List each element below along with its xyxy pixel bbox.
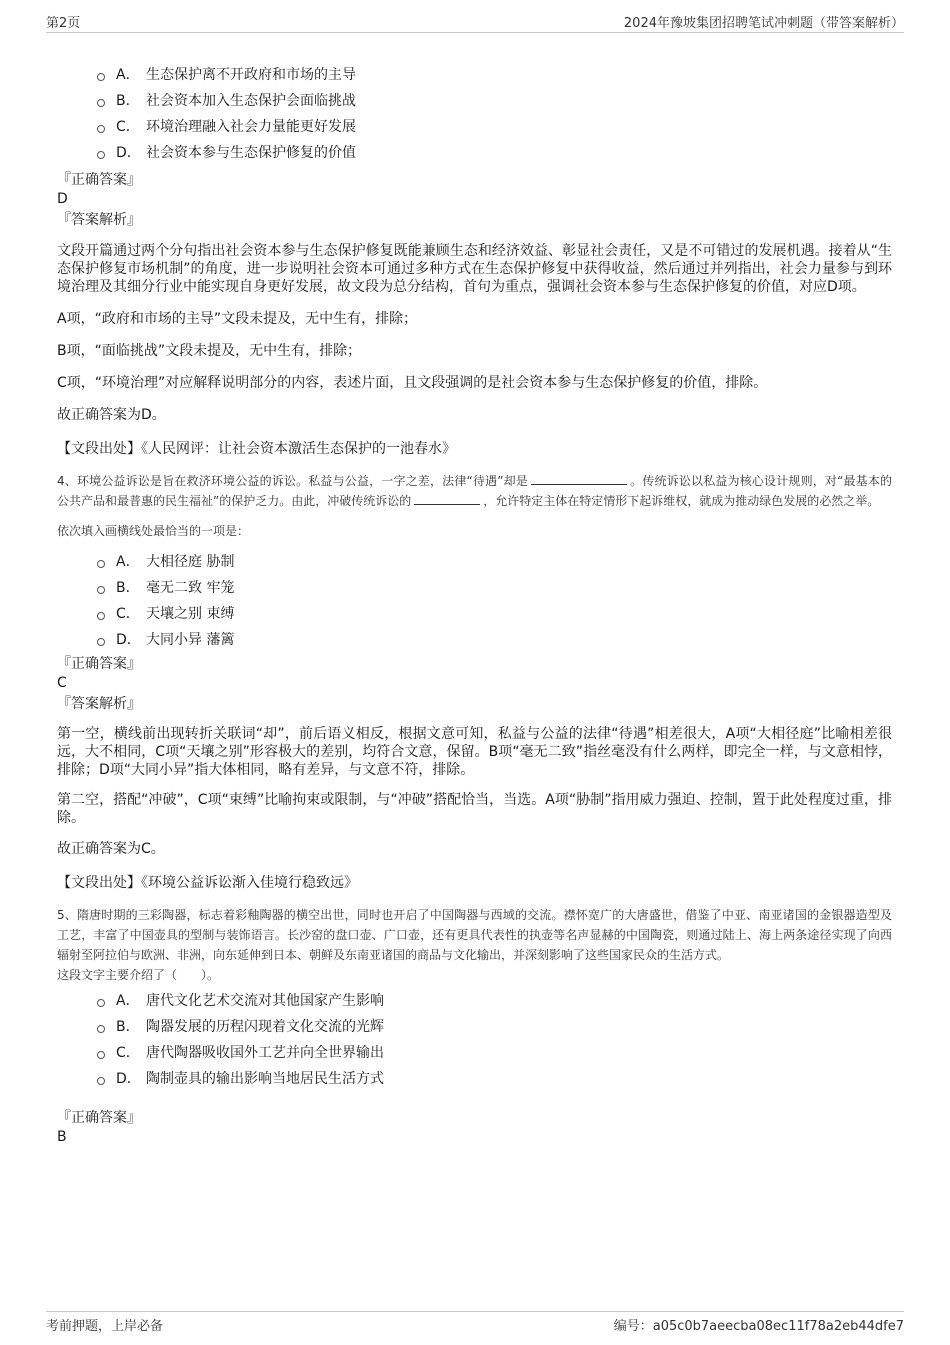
radio-icon[interactable] <box>97 1025 105 1033</box>
q4-analysis-p1: 第一空，横线前出现转折关联词“却”，前后语义相反，根据文意可知，私益与公益的法律“待遇”相差很大，A项“大相径庭”比喻相差很远，大不相同，C项“天壤之别”形容极大的差别，均符合文意，保留。B项“毫无二致”指丝毫没有什么两样，即完全一样，与文意相悖，排除；D项“大同小异”指大体相同，略有差异，与文意不符，排除。 <box>57 726 892 778</box>
document-body <box>57 60 892 1147</box>
radio-icon[interactable] <box>97 560 105 568</box>
q4-prompt: 依次填入画横线处最恰当的一项是： <box>57 524 250 538</box>
document-id: 编号：a05c0b7aeecba08ec11f78a2eb44dfe7 <box>613 1319 904 1334</box>
footer-slogan: 考前押题，上岸必备 <box>46 1319 164 1334</box>
q5-prompt: 这段文字主要介绍了（ ）。 <box>57 968 220 982</box>
radio-icon[interactable] <box>97 638 105 646</box>
q4-stem: 4、环境公益诉讼是旨在救济环境公益的诉讼。私益与公益，一字之差，法律“待遇”却是 。传统诉讼以私益为核心设计规则，对“最基本的公共产品和最普惠的民生福祉”的保护乏力。由此，冲破传统诉讼的 ，允许特定主体在特定情形下起诉维权，就成为推动绿色发展的必然之举。 <box>57 474 893 508</box>
analysis-label: 『答案解析』 <box>57 696 141 712</box>
page-number: 第2页 <box>46 16 81 31</box>
q5-option-a[interactable]: A． 唐代文化艺术交流对其他国家产生影响 <box>97 987 892 1013</box>
radio-icon[interactable] <box>97 151 105 159</box>
q4-source: 【文段出处】《环境公益诉讼渐入佳境行稳致远》 <box>57 875 358 891</box>
answer-label: 『正确答案』 <box>57 172 141 188</box>
q3-analysis-p4: C项，“环境治理”对应解释说明部分的内容，表述片面，且文段强调的是社会资本参与生态保护修复的价值，排除。 <box>57 375 768 391</box>
q5-options <box>97 987 892 1091</box>
q3-analysis-p2: A项，“政府和市场的主导”文段未提及，无中生有，排除； <box>57 311 418 327</box>
q4-option-a[interactable]: A． 大相径庭 胁制 <box>97 548 892 574</box>
radio-icon[interactable] <box>97 1077 105 1085</box>
q3-option-c[interactable]: C． 环境治理融入社会力量能更好发展 <box>97 113 892 139</box>
q5-answer: B <box>57 1129 67 1145</box>
blank-1 <box>531 472 627 485</box>
q3-source: 【文段出处】《人民网评：让社会资本激活生态保护的一池春水》 <box>57 441 456 457</box>
q3-analysis-p5: 故正确答案为D。 <box>57 407 166 423</box>
q3-option-a[interactable]: A． 生态保护离不开政府和市场的主导 <box>97 61 892 87</box>
q4-analysis-p2: 第二空，搭配“冲破”，C项“束缚”比喻拘束或限制，与“冲破”搭配恰当，当选。A项“胁制”指用威力强迫、控制，置于此处程度过重，排除。 <box>57 792 892 826</box>
q3-analysis-p1: 文段开篇通过两个分句指出社会资本参与生态保护修复既能兼顾生态和经济效益、彰显社会责任，又是不可错过的发展机遇。接着从“生态保护修复市场机制”的角度，进一步说明社会资本可通过多种方式在生态保护修复中获得收益，然后通过并列指出，社会力量参与到环境治理及其细分行业中能实现自身更好发展，故文段为总分结构，首句为重点，强调社会资本参与生态保护修复的价值，对应D项。 <box>57 243 892 295</box>
q4-options <box>97 548 892 652</box>
answer-label: 『正确答案』 <box>57 1110 141 1126</box>
radio-icon[interactable] <box>97 612 105 620</box>
q5-option-d[interactable]: D． 陶制壶具的输出影响当地居民生活方式 <box>97 1065 892 1091</box>
answer-label: 『正确答案』 <box>57 656 141 672</box>
q4-answer: C <box>57 675 67 691</box>
blank-2 <box>414 492 480 505</box>
q5-option-c[interactable]: C． 唐代陶器吸收国外工艺并向全世界输出 <box>97 1039 892 1065</box>
q3-options <box>97 61 892 165</box>
radio-icon[interactable] <box>97 99 105 107</box>
radio-icon[interactable] <box>97 73 105 81</box>
document-title: 2024年豫坡集团招聘笔试冲刺题（带答案解析） <box>623 16 904 31</box>
q3-analysis-p3: B项，“面临挑战”文段未提及，无中生有，排除； <box>57 343 362 359</box>
radio-icon[interactable] <box>97 999 105 1007</box>
radio-icon[interactable] <box>97 586 105 594</box>
q4-option-d[interactable]: D． 大同小异 藩篱 <box>97 626 892 652</box>
q3-answer: D <box>57 191 68 207</box>
q4-option-c[interactable]: C． 天壤之别 束缚 <box>97 600 892 626</box>
header-divider <box>46 32 904 33</box>
radio-icon[interactable] <box>97 125 105 133</box>
footer-divider <box>46 1311 904 1312</box>
q5-option-b[interactable]: B． 陶器发展的历程闪现着文化交流的光辉 <box>97 1013 892 1039</box>
analysis-label: 『答案解析』 <box>57 212 141 228</box>
radio-icon[interactable] <box>97 1051 105 1059</box>
q3-option-b[interactable]: B． 社会资本加入生态保护会面临挑战 <box>97 87 892 113</box>
q4-option-b[interactable]: B． 毫无二致 牢笼 <box>97 574 892 600</box>
q5-stem: 5、隋唐时期的三彩陶器，标志着彩釉陶器的横空出世，同时也开启了中国陶器与西域的交流。襟怀宽广的大唐盛世，借鉴了中亚、南亚诸国的金银器造型及工艺，丰富了中国壶具的型制与装饰语言。长沙窑的盘口壶、广口壶，还有更具代表性的执壶等名声显赫的中国陶瓷，则通过陆上、海上两条途径实现了向西辐射至阿拉伯与欧洲、非洲，向东延伸到日本、朝鲜及东南亚诸国的商品与文化输出，并深刻影响了这些国家民众的生活方式。 <box>57 908 892 962</box>
q4-analysis-p3: 故正确答案为C。 <box>57 841 165 857</box>
q3-option-d[interactable]: D． 社会资本参与生态保护修复的价值 <box>97 139 892 165</box>
